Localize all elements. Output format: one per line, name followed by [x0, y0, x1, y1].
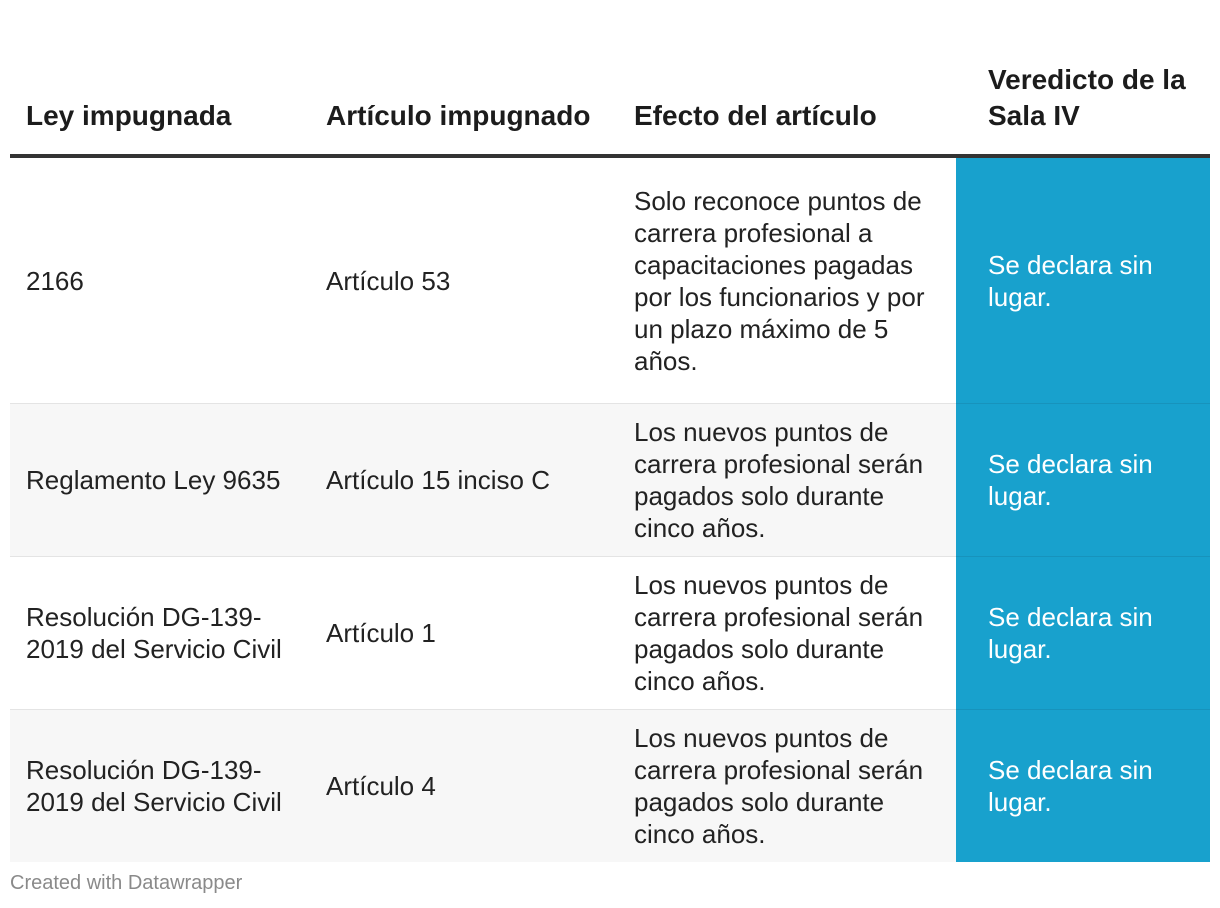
cell-veredicto: Se declara sin lugar.	[956, 404, 1210, 557]
cell-ley: Resolución DG-139-2019 del Servicio Civil	[10, 710, 310, 863]
cell-efecto: Los nuevos puntos de carrera profesional serán pagados solo durante cinco años.	[618, 404, 956, 557]
cell-articulo: Artículo 4	[310, 710, 618, 863]
cell-ley: Reglamento Ley 9635	[10, 404, 310, 557]
table-header	[10, 0, 1210, 156]
verdict-table	[10, 0, 1210, 862]
table-body	[10, 156, 1210, 862]
cell-articulo: Artículo 15 inciso C	[310, 404, 618, 557]
cell-veredicto: Se declara sin lugar.	[956, 156, 1210, 404]
cell-efecto: Los nuevos puntos de carrera profesional serán pagados solo durante cinco años.	[618, 710, 956, 863]
cell-efecto: Solo reconoce puntos de carrera profesional a capacitaciones pagadas por los funcionarios y por un plazo máximo de 5 años.	[618, 156, 956, 404]
cell-efecto: Los nuevos puntos de carrera profesional serán pagados solo durante cinco años.	[618, 557, 956, 710]
data-table	[10, 0, 1210, 862]
header-veredicto: Veredicto de la Sala IV	[956, 0, 1210, 156]
cell-veredicto: Se declara sin lugar.	[956, 557, 1210, 710]
table-row	[10, 710, 1210, 863]
table-row	[10, 156, 1210, 404]
header-ley: Ley impugnada	[10, 0, 310, 156]
table-row	[10, 557, 1210, 710]
header-articulo: Artículo impugnado	[310, 0, 618, 156]
cell-ley: 2166	[10, 156, 310, 404]
table-row	[10, 404, 1210, 557]
datawrapper-credit: Created with Datawrapper	[10, 872, 243, 894]
cell-articulo: Artículo 1	[310, 557, 618, 710]
cell-articulo: Artículo 53	[310, 156, 618, 404]
header-efecto: Efecto del artículo	[618, 0, 956, 156]
cell-veredicto: Se declara sin lugar.	[956, 710, 1210, 863]
header-row	[10, 0, 1210, 156]
cell-ley: Resolución DG-139-2019 del Servicio Civil	[10, 557, 310, 710]
